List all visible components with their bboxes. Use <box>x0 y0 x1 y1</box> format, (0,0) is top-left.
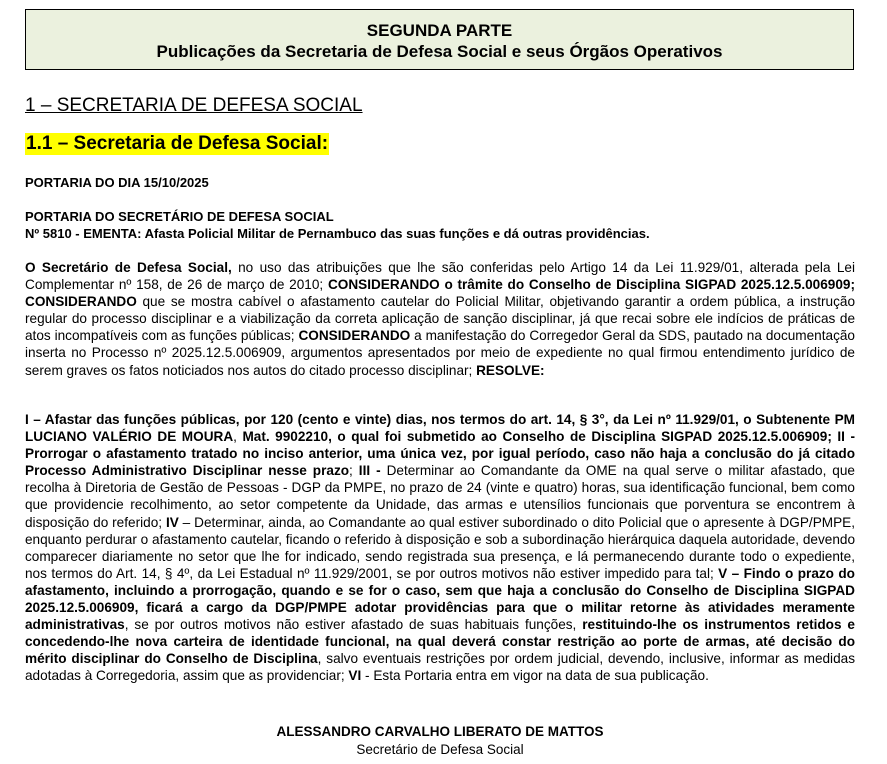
resolution-run: I – Afastar das funções públicas, por 120 (cento e vinte) dias, nos termos do art. 14, § 3°, da Lei nº 11.929/01, o Subtenente PM LUCIANO VALÉRIO DE MOURA <box>25 412 855 445</box>
resolution-run: ; <box>349 463 359 479</box>
preamble-run: a manifestação do Corregedor Geral da SDS, pautado na documentação inserta no Processo nº 2025.12.5.006909, argumentos apresentados por meio de expediente no qual firmou entendimento jurídico de serem graves os fatos noticiados nos autos do citado processo disciplinar; <box>25 328 855 378</box>
preamble-run: RESOLVE: <box>476 362 545 378</box>
preamble-paragraph <box>25 259 855 379</box>
preamble-run: CONSIDERANDO <box>298 328 411 344</box>
preamble-run: que se mostra cabível o afastamento cautelar do Policial Militar, objetivando garantir a ordem pública, a instrução regular do processo disciplinar e a viabilização da correta aplicação de sanção disciplinar, já que recai sobre ele indícios de práticas de atos incompatíveis com as funções públicas; <box>25 294 855 344</box>
portaria-title: PORTARIA DO SECRETÁRIO DE DEFESA SOCIAL <box>25 209 334 224</box>
section-banner <box>25 9 854 70</box>
resolution-run: VI <box>348 668 362 684</box>
resolution-run: Determinar ao Comandante da OME na qual serve o militar afastado, que recolha à Diretoria de Gestão de Pessoas - DGP da PMPE, no prazo de 24 (vinte e quatro) horas, sua identificação funcional, bem como que providencie recolhimento, ao setor competente da Unidade, das armas e utensílios funcionais que porventura se encontrem à disposição do referido; <box>25 463 855 530</box>
resolution-run: , se por outros motivos não estiver afastado de suas habituais funções, <box>124 617 583 633</box>
banner-subtitle: Publicações da Secretaria de Defesa Social e seus Órgãos Operativos <box>156 42 723 61</box>
portaria-date: PORTARIA DO DIA 15/10/2025 <box>25 175 209 190</box>
resolution-run: , <box>233 429 243 445</box>
preamble-run: CONSIDERANDO o trâmite do Conselho de Disciplina SIGPAD 2025.12.5.006909; CONSIDERANDO <box>25 277 856 310</box>
resolution-run: V – Findo o prazo do afastamento, incluindo a prorrogação, quando e se for o caso, sem que haja a conclusão do Conselho de Disciplina SIGPAD 2025.12.5.006909, ficará a cargo da DGP/PMPE adotar providências para que o militar retorne às atividades meramente administrativas <box>25 565 855 633</box>
section-heading: 1 – SECRETARIA DE DEFESA SOCIAL <box>25 95 363 116</box>
resolution-run: - Esta Portaria entra em vigor na data de sua publicação. <box>361 668 709 684</box>
resolution-run: IV <box>165 514 179 530</box>
banner-title: SEGUNDA PARTE <box>366 21 513 40</box>
preamble-run: no uso das atribuições que lhe são conferidas pelo Artigo 14 da Lei 11.929/01, alterada pela Lei Complementar nº 158, de 26 de março de 2010; <box>25 260 855 293</box>
resolution-run: restituindo-lhe os instrumentos retidos e concedendo-lhe nova carteira de identidade funcional, na qual deverá constar restrição ao porte de armas, até decisão do mérito disciplinar do Conselho de Disciplina <box>25 617 855 667</box>
signature-role: Secretário de Defesa Social <box>356 742 524 757</box>
resolution-run: Mat. 9902210, o qual foi submetido ao Conselho de Disciplina SIGPAD 2025.12.5.006909; II - Prorrogar o afastamento tratado no inciso anterior, uma única vez, por igual período, caso não haja a conclusão do já citado Processo Administrativo Disciplinar nesse prazo <box>25 429 855 479</box>
resolution-paragraph <box>25 411 855 685</box>
resolution-run: III - <box>358 463 381 479</box>
resolution-run: – Determinar, ainda, ao Comandante ao qual estiver subordinado o dito Policial que o apresente à DGP/PMPE, enquanto perdurar o afastamento cautelar, ficando o referido à disposição e sob a subordinação hierárquica daquela autoridade, devendo comparecer diariamente no setor que lhe for indicado, sendo registrada sua presença, e lá permanecendo durante todo o expediente, nos termos do Art. 14, § 4º, da Lei Estadual nº 11.929/2001, se por outros motivos não estiver impedido para tal; <box>25 514 855 581</box>
portaria-ementa: Nº 5810 - EMENTA: Afasta Policial Militar de Pernambuco das suas funções e dá outras providências. <box>25 226 650 241</box>
signature-name: ALESSANDRO CARVALHO LIBERATO DE MATTOS <box>276 724 604 739</box>
preamble-run: O Secretário de Defesa Social, <box>25 260 232 275</box>
resolution-run: , salvo eventuais restrições por ordem judicial, devendo, inclusive, informar as medidas adotadas à Corregedoria, assim que as providenciar; <box>25 651 855 684</box>
section-subheading: 1.1 – Secretaria de Defesa Social: <box>26 133 329 154</box>
